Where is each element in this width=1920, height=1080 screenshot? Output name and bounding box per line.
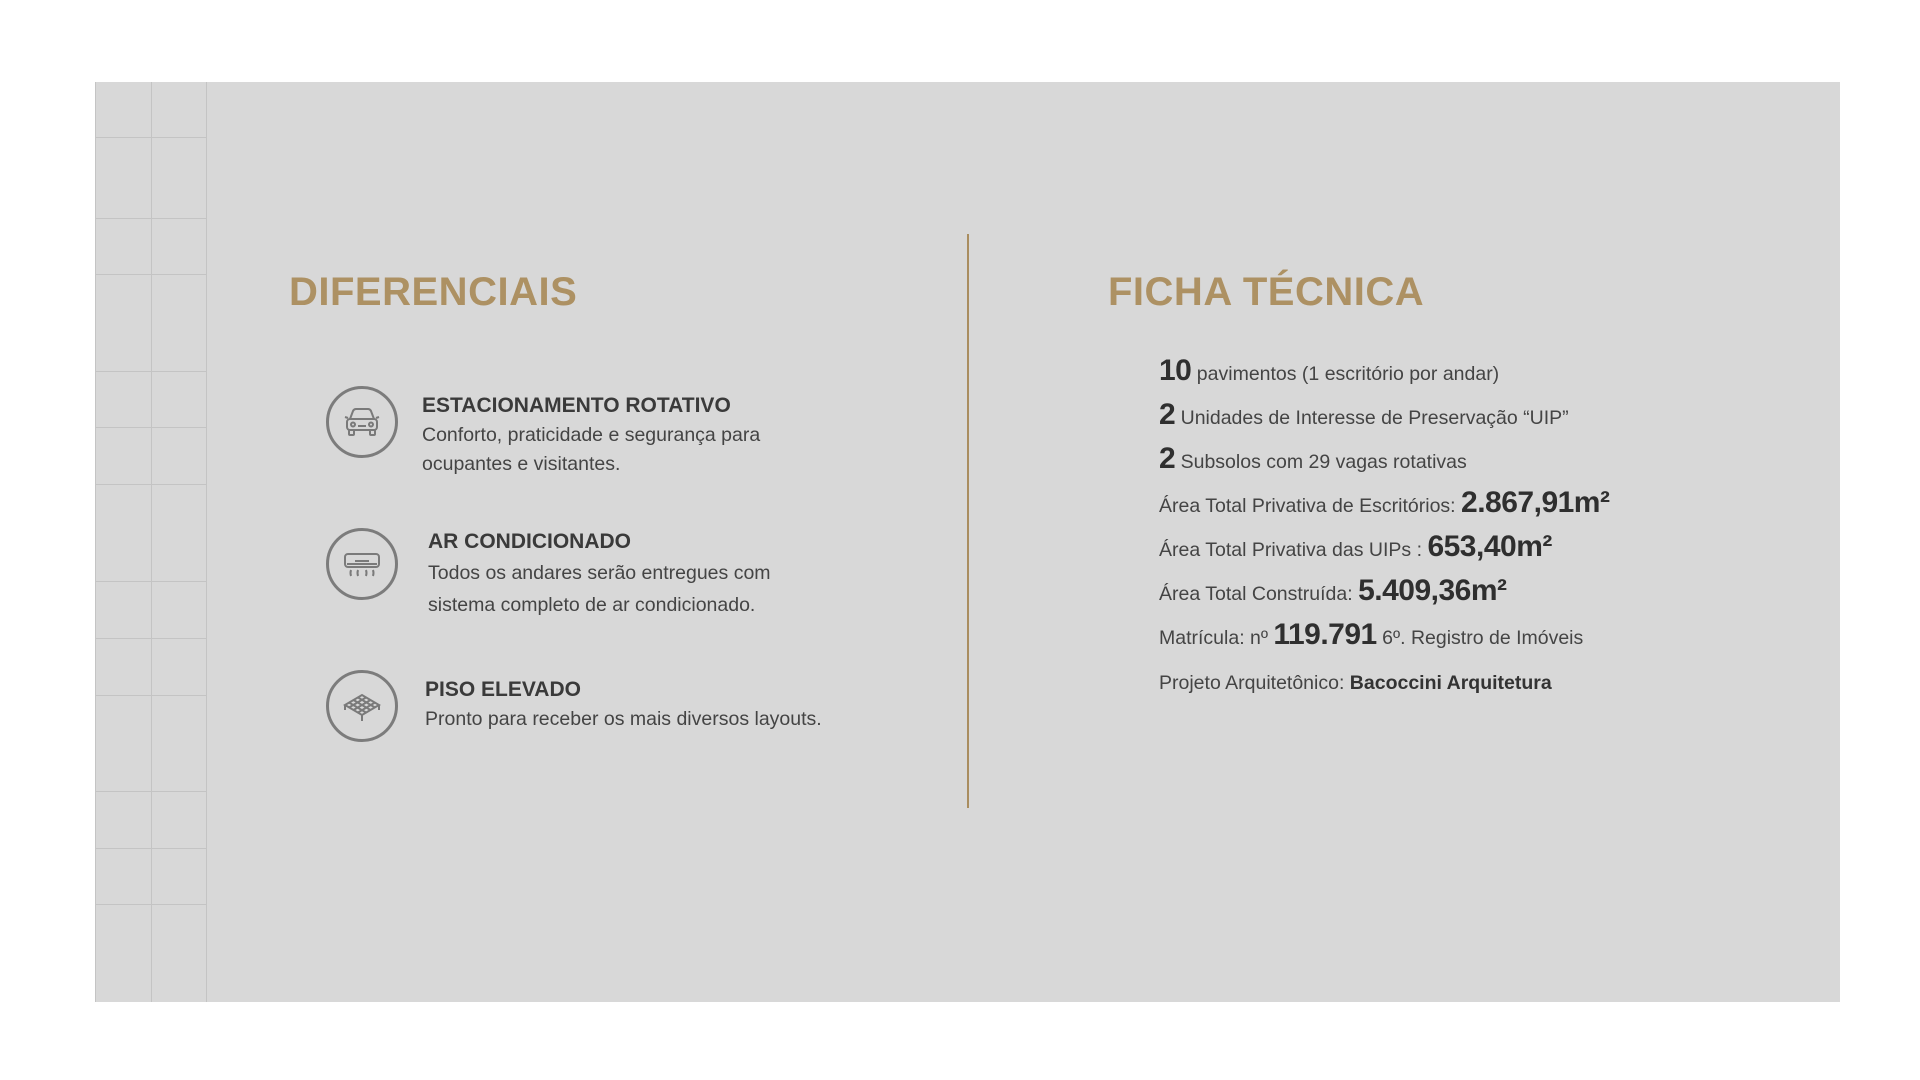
feature-desc-line: sistema completo de ar condicionado. xyxy=(428,594,756,616)
spec-label: Área Total Privativa de Escritórios: xyxy=(1159,495,1456,517)
grid-line xyxy=(95,791,207,792)
spec-value: 10 xyxy=(1159,354,1192,387)
grid-line xyxy=(95,218,207,219)
feature-desc-line: Todos os andares serão entregues com xyxy=(428,562,771,584)
spec-text: Unidades de Interesse de Preservação “UIP” xyxy=(1180,407,1569,429)
spec-projeto xyxy=(1159,672,1552,695)
grid-line xyxy=(95,427,207,428)
spec-text: pavimentos (1 escritório por andar) xyxy=(1196,363,1500,385)
spec-value: 2 xyxy=(1159,442,1176,475)
ficha-tecnica-title: FICHA TÉCNICA xyxy=(1108,270,1425,314)
grid-line xyxy=(95,904,207,905)
spec-value: 2.867,91m² xyxy=(1461,486,1610,519)
feature-desc-line: Pronto para receber os mais diversos layouts. xyxy=(425,708,822,730)
vertical-divider xyxy=(967,234,969,808)
grid-line xyxy=(95,695,207,696)
feature-desc-line: ocupantes e visitantes. xyxy=(422,453,621,475)
spec-label: Matrícula: nº xyxy=(1159,627,1268,649)
feature-desc-line: Conforto, praticidade e segurança para xyxy=(422,424,761,446)
grid-line xyxy=(95,581,207,582)
feature-title: PISO ELEVADO xyxy=(425,678,581,701)
spec-value: 5.409,36m² xyxy=(1358,574,1507,607)
grid-line xyxy=(95,137,207,138)
spec-area-construida xyxy=(1159,574,1507,608)
spec-matricula xyxy=(1159,618,1583,652)
grid-line xyxy=(95,82,96,1002)
spec-label: Área Total Construída: xyxy=(1159,583,1353,605)
grid-line xyxy=(95,274,207,275)
decorative-grid xyxy=(95,82,207,1002)
spec-value: 119.791 xyxy=(1273,618,1377,651)
air-conditioner-icon xyxy=(326,528,398,600)
diferenciais-title: DIFERENCIAIS xyxy=(289,270,578,314)
spec-label: Projeto Arquitetônico: xyxy=(1159,672,1345,694)
car-icon xyxy=(326,386,398,458)
grid-line xyxy=(95,638,207,639)
spec-value: 2 xyxy=(1159,398,1176,431)
spec-area-escritorios xyxy=(1159,486,1609,520)
grid-line xyxy=(95,484,207,485)
grid-line xyxy=(95,371,207,372)
grid-line xyxy=(95,848,207,849)
spec-label: Área Total Privativa das UIPs : xyxy=(1159,539,1423,561)
spec-suffix: 6º. Registro de Imóveis xyxy=(1382,627,1584,649)
spec-uips xyxy=(1159,398,1569,432)
spec-pavimentos xyxy=(1159,354,1499,388)
spec-value: 653,40m² xyxy=(1427,530,1552,563)
spec-text: Subsolos com 29 vagas rotativas xyxy=(1180,451,1467,473)
spec-subsolos xyxy=(1159,442,1467,476)
slide-panel xyxy=(95,82,1840,1002)
spec-area-uips xyxy=(1159,530,1552,564)
feature-title: ESTACIONAMENTO ROTATIVO xyxy=(422,394,731,417)
grid-line xyxy=(151,82,152,1002)
feature-title: AR CONDICIONADO xyxy=(428,530,631,553)
spec-value: Bacoccini Arquitetura xyxy=(1349,672,1552,694)
grid-line xyxy=(206,82,207,1002)
raised-floor-icon xyxy=(326,670,398,742)
